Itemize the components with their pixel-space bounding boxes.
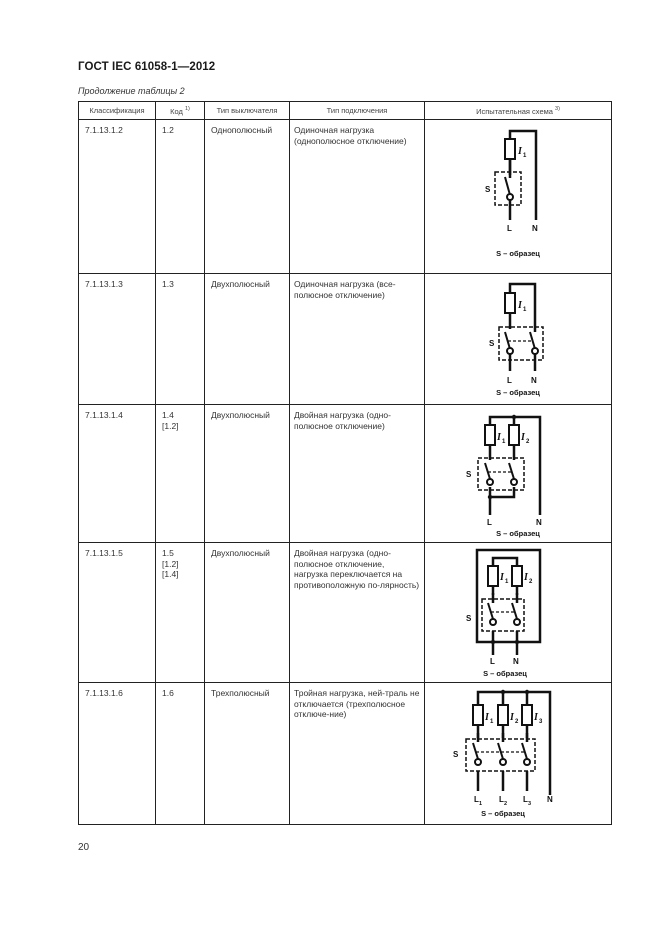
svg-text:L: L	[490, 657, 495, 666]
svg-text:I: I	[485, 712, 489, 723]
footnote-ref: 3)	[555, 105, 560, 112]
svg-text:I: I	[518, 146, 522, 157]
classification-cell: 7.1.13.1.6	[79, 683, 156, 825]
header-switch-type: Тип выключателя	[205, 102, 290, 120]
svg-text:2: 2	[504, 801, 508, 807]
svg-text:I: I	[500, 572, 504, 583]
svg-text:I: I	[524, 572, 528, 583]
svg-text:N: N	[547, 795, 553, 804]
header-classification: Классификация	[79, 102, 156, 120]
table-header-row	[79, 102, 612, 120]
svg-text:L: L	[487, 518, 492, 527]
svg-text:S: S	[485, 185, 491, 194]
circuit-diagram-two-pole-double-load	[425, 405, 612, 541]
table-row	[79, 543, 612, 683]
page-number: 20	[78, 842, 90, 853]
code-cell: 1.3	[156, 274, 205, 405]
switch-type-cell: Двухполюсный	[205, 543, 290, 683]
header-test-scheme: Испытательная схема $^{3)}$	[425, 102, 612, 120]
svg-text:S – образец: S – образец	[496, 249, 540, 258]
connection-type-cell: Тройная нагрузка, ней-траль не отключается (трехполюсное отключе-ние)	[290, 683, 425, 825]
classification-cell: 7.1.13.1.5	[79, 543, 156, 683]
svg-text:1: 1	[502, 439, 506, 445]
svg-text:N: N	[513, 657, 519, 666]
circuit-diagram-two-pole-reversing	[425, 543, 612, 681]
svg-text:2: 2	[529, 579, 533, 585]
table-row	[79, 683, 612, 825]
test-scheme-cell	[425, 120, 612, 274]
table-row	[79, 120, 612, 274]
connection-type-cell: Одиночная нагрузка (однополюсное отключение)	[290, 120, 425, 274]
document-title: ГОСТ IEC 61058-1—2012	[78, 61, 216, 73]
svg-text:N: N	[531, 376, 537, 385]
svg-text:2: 2	[526, 439, 530, 445]
table-row	[79, 405, 612, 543]
switch-type-cell: Двухполюсный	[205, 405, 290, 543]
svg-text:N: N	[532, 224, 538, 233]
test-scheme-cell	[425, 543, 612, 683]
svg-text:1: 1	[523, 307, 527, 313]
svg-text:N: N	[536, 518, 542, 527]
classification-cell: 7.1.13.1.2	[79, 120, 156, 274]
switch-type-cell: Трехполюсный	[205, 683, 290, 825]
switch-type-cell: Двухполюсный	[205, 274, 290, 405]
svg-text:L: L	[507, 224, 512, 233]
svg-text:I: I	[521, 432, 525, 443]
svg-text:S – образец: S – образец	[483, 669, 527, 678]
header-connection-type: Тип подключения	[290, 102, 425, 120]
svg-text:3: 3	[539, 719, 543, 725]
switch-type-cell: Однополюсный	[205, 120, 290, 274]
svg-text:1: 1	[523, 153, 527, 159]
connection-type-cell: Одиночная нагрузка (все-полюсное отключение)	[290, 274, 425, 405]
svg-text:S – образец: S – образец	[496, 529, 540, 538]
svg-text:1: 1	[479, 801, 483, 807]
test-scheme-cell	[425, 405, 612, 543]
code-cell: 1.4 [1.2]	[156, 405, 205, 543]
connection-type-cell: Двойная нагрузка (одно-полюсное отключение)	[290, 405, 425, 543]
svg-text:I: I	[534, 712, 538, 723]
classification-cell: 7.1.13.1.3	[79, 274, 156, 405]
svg-text:S: S	[489, 339, 495, 348]
header-code: Код $^{1)}$	[156, 102, 205, 120]
table-row	[79, 274, 612, 405]
code-cell: 1.2	[156, 120, 205, 274]
connection-type-cell: Двойная нагрузка (одно-полюсное отключение, нагрузка переключается на противоположную по-лярность)	[290, 543, 425, 683]
circuit-diagram-two-pole-single-load	[425, 274, 612, 403]
svg-text:3: 3	[528, 801, 532, 807]
circuit-diagram-single-pole	[425, 120, 612, 272]
test-scheme-cell	[425, 274, 612, 405]
classification-cell: 7.1.13.1.4	[79, 405, 156, 543]
svg-text:L: L	[507, 376, 512, 385]
svg-text:I: I	[518, 300, 522, 311]
test-scheme-cell	[425, 683, 612, 825]
svg-text:I: I	[497, 432, 501, 443]
code-cell: 1.6	[156, 683, 205, 825]
svg-text:S: S	[466, 614, 472, 623]
svg-text:1: 1	[490, 719, 494, 725]
footnote-ref: 1)	[184, 105, 190, 112]
svg-text:S – образец: S – образец	[496, 388, 540, 397]
svg-text:2: 2	[515, 719, 519, 725]
svg-text:I: I	[510, 712, 514, 723]
code-cell: 1.5 [1.2] [1.4]	[156, 543, 205, 683]
svg-text:L: L	[474, 795, 479, 804]
svg-text:L: L	[523, 795, 528, 804]
classification-table	[78, 101, 612, 825]
table-caption: Продолжение таблицы 2	[78, 86, 185, 96]
svg-text:S – образец: S – образец	[481, 809, 525, 818]
svg-text:S: S	[466, 470, 472, 479]
circuit-diagram-three-pole	[425, 683, 612, 823]
svg-text:L: L	[499, 795, 504, 804]
svg-text:1: 1	[505, 579, 509, 585]
svg-text:S: S	[453, 750, 459, 759]
